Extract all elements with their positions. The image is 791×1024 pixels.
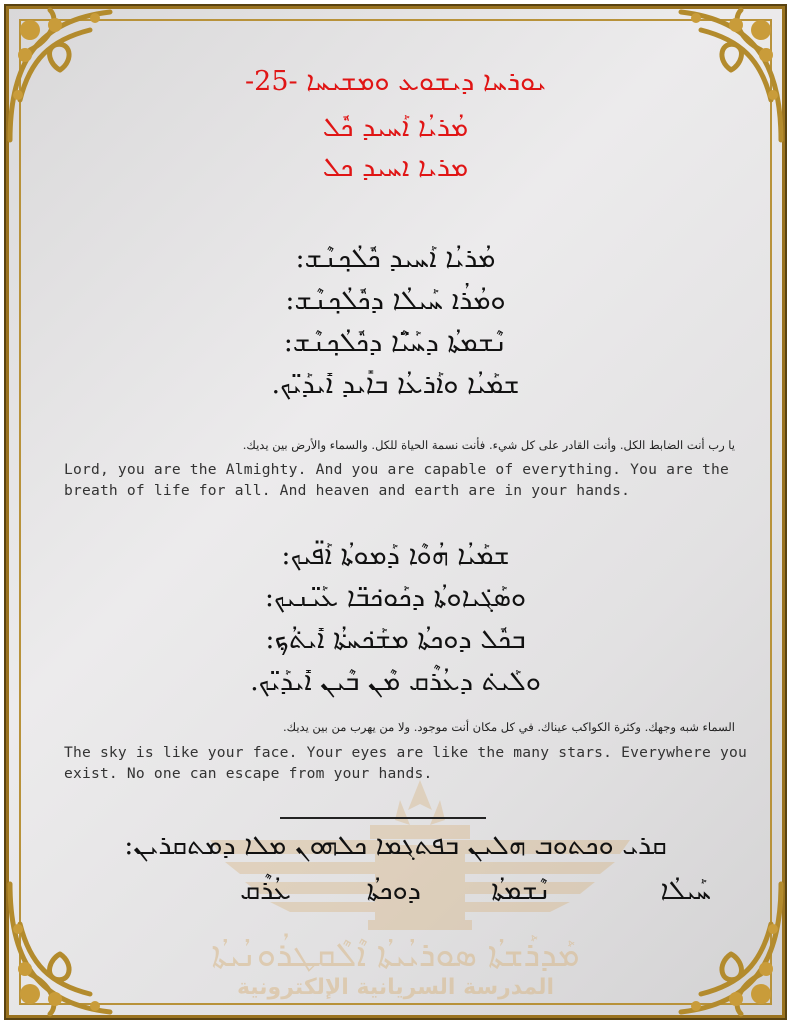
- exercise-word: ܕܘܟܬܳܐ: [366, 875, 421, 906]
- stanza1-line: ܢܶܫܡܬܳܐ ܕܚܰܝ̈ܶܐ ܕܟܽܠܳܟ݂ܢܶܫ:: [283, 327, 508, 358]
- stanza1-line: ܡܳܪܝܳܐ ܐܰܚܝܕ ܟܽܠܳܟ݂ܢܶܫ:: [295, 243, 496, 274]
- stanza2-line: ܘܣܰܓ݁ܝܐܘܬܳܐ ܕܟܰܘܟ݁ܒ̈ܐ ܥܰܝ̈ܢܝܟ:: [264, 582, 527, 613]
- stanza2-line: ܫܡܰܝܳܐ ܗܳܘܶܐ ܕܰܡܘܬܳܐ ܐܰܦ̈ܝܟ:: [281, 540, 510, 571]
- stanza1-line: ܘܡܳܪܳܐ ܚܰܝܠܳܐ ܕܟܽܠܳܟ݂ܢܶܫ:: [285, 285, 506, 316]
- exercise-word: ܢܶܫܡܬܳܐ: [491, 875, 551, 906]
- stanza1-english-translation: Lord, you are the Almighty. And you are capable of everything. You are the breath of life for all. And heaven and earth are in your hands.: [64, 461, 729, 499]
- stanza1-arabic-translation: يا رب أنت الضابط الكل. وأنت القادر على كل شيء. فأنت نسمة الحياة للكل. والسماء والأرض بين يديك.: [242, 438, 735, 452]
- exercise-word: ܥܳܪܶܩ: [240, 875, 291, 906]
- lesson-subtitle-plain: ܡܪܝܐ ܐܚܝܕ ܟܠ: [322, 152, 469, 183]
- lesson-subtitle-vocalized: ܡܳܪܝܳܐ ܐܰܚܝܕ ܟܽܠ: [322, 112, 469, 143]
- stanza2-line: ܘܠܰܝܬ݁ ܕܥܳܪܶܩ ܡܶܢ ܒܶܝܢ ܐܺܝܕܰܝ̈ܟ.: [250, 666, 541, 697]
- watermark-title: ܡܰܕܪܰܫܬܳܐ ܣܘܪܝܳܝܬܳܐ ܐܶܠܶܩܛܪܳܘܢܳܝܬܳܐ: [211, 935, 580, 975]
- stanza2-arabic-translation: السماء شبه وجهك. وكثرة الكواكب عيناك. في كل مكان أنت موجود. ولا من يهرب من بين يديك.: [282, 720, 735, 734]
- lesson-title: ܝܘܪܚܐ ܕܝܫܘܥ ܘܡܫܝܚܐ -25-: [245, 66, 546, 97]
- stanza2-line: ܒܟܽܠ ܕܘܟܬܳܐ ܡܫܰܟ݁ܚܬ݁ܳܐ ܐܺܝܬ݁ܳܟ݂:: [265, 624, 526, 655]
- divider-line: [280, 817, 486, 819]
- stanza1-line: ܫܡܰܝܳܐ ܘܐܰܪܥܳܐ ܒܐܺܝܕ ܐܺܝܕܰܝ̈ܟ.: [271, 369, 520, 400]
- watermark-subtitle: المدرسة السريانية الإلكترونية: [236, 975, 555, 1000]
- stanza2-english-translation: The sky is like your face. Your eyes are like the many stars. Everywhere you exist. No one can escape from your hands.: [64, 744, 747, 782]
- exercise-word: ܚܰܝܠܳܐ: [660, 875, 711, 906]
- exercise-instruction: ܩܪܝ ܘܟܬܘܒ ܗܠܝܢ ܒܦܬܓܡܐ ܟܠܗܘܢ ܡܠܐ ܕܡܬܩܪܝܢ:: [124, 830, 667, 861]
